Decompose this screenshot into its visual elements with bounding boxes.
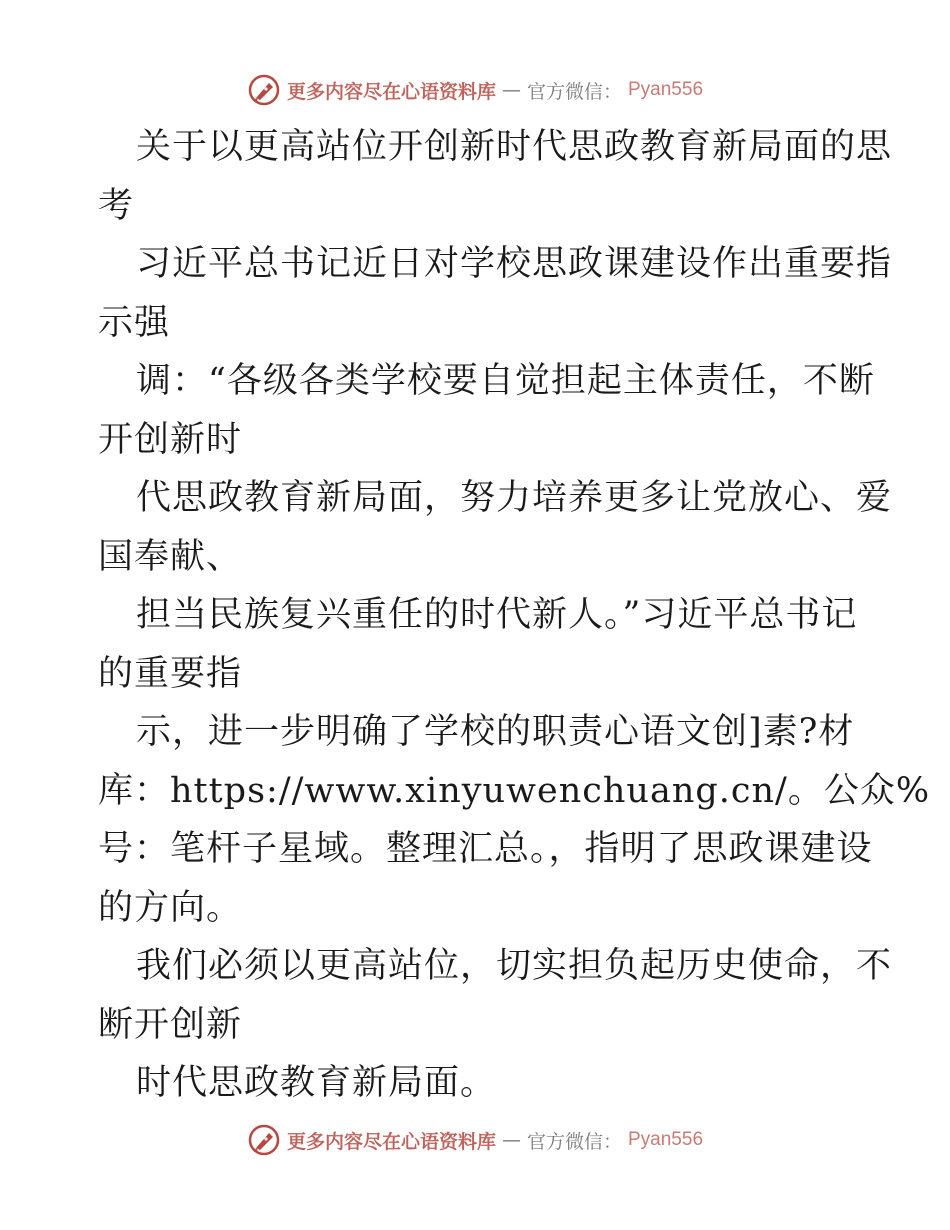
wechat-label: 官方微信： xyxy=(526,1130,622,1153)
header-banner xyxy=(0,70,950,110)
body-line: 国奉献、 xyxy=(98,536,243,577)
body-line: 我们必须以更高站位，切实担负起历史使命，不 xyxy=(136,946,893,986)
wechat-id: Pyan556 xyxy=(628,1129,704,1150)
body-line: 开创新时 xyxy=(98,419,243,460)
body-line: 号：笔杆子星域。整理汇总。，指明了思政课建设 xyxy=(98,829,873,869)
banner-dash: — xyxy=(501,1129,521,1151)
body-line: 调：“各级各类学校要自觉担起主体责任，不断 xyxy=(136,361,875,401)
body-line: 代思政教育新局面，努力培养更多让党放心、爱 xyxy=(136,478,893,518)
body-line: 时代思政教育新局面。 xyxy=(136,1063,497,1103)
footer-banner xyxy=(0,1120,950,1160)
body-line: 担当民族复兴重任的时代新人。”习近平总书记 xyxy=(136,595,858,635)
body-line: 断开创新 xyxy=(98,1004,243,1045)
body-line: 的重要指 xyxy=(98,653,243,694)
body-line: 示强 xyxy=(98,302,171,343)
body-line: 示，进一步明确了学校的职责心语文创]素?材 xyxy=(136,712,855,752)
pen-nib-logo-icon xyxy=(247,1123,281,1157)
promo-text: 更多内容尽在心语资料库 xyxy=(286,1130,496,1153)
banner-dash: — xyxy=(501,79,521,101)
body-line: 关于以更高站位开创新时代思政教育新局面的思 xyxy=(136,127,893,167)
body-line: 库：https://www.xinyuwenchuang.cn/。公众% xyxy=(98,770,931,811)
promo-text: 更多内容尽在心语资料库 xyxy=(286,80,496,103)
body-line: 考 xyxy=(98,185,135,226)
pen-nib-logo-icon xyxy=(247,73,281,107)
body-line: 的方向。 xyxy=(98,887,243,928)
body-line: 习近平总书记近日对学校思政课建设作出重要指 xyxy=(136,244,893,284)
wechat-label: 官方微信： xyxy=(526,80,622,103)
document-body xyxy=(98,118,931,1113)
wechat-id: Pyan556 xyxy=(628,79,704,100)
